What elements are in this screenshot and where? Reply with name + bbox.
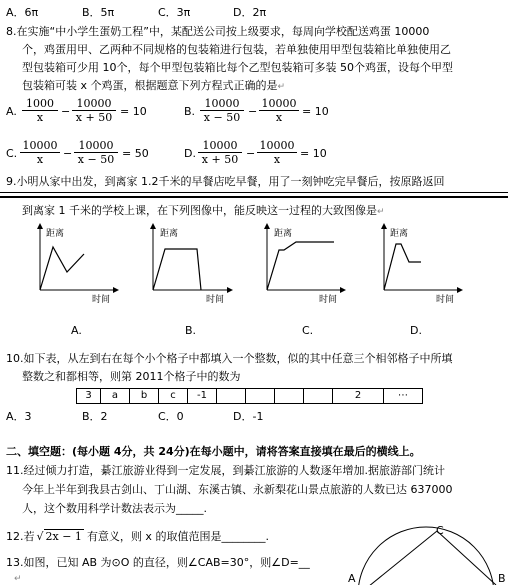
q10-cell: 3 [77,389,101,403]
q12-line: 12.若 √ 2x − 1 有意义，则 x 的取值范围是________. [6,530,269,543]
page-break-line [0,192,508,193]
q11-line-1: 11.经过倾力打造，綦江旅游业得到一定发展，到綦江旅游的人数逐年增加.据旅游部门统计 [6,464,445,477]
q13-line: 13.如图，已知 AB 为⊙O 的直径，则∠CAB=30°，则∠D=__ [6,556,310,569]
q10-cell: b [130,389,159,403]
q9-y-label-d: 距离 [390,229,409,239]
q9-y-label-a: 距离 [46,229,65,239]
q9-x-label-a: 时间 [92,295,111,305]
q9-x-label-d: 时间 [436,295,455,305]
q10-option-c: C．0 [158,410,184,423]
paragraph-mark: ↵ [14,574,22,584]
q10-option-d: D．-1 [233,410,264,423]
q8-line-3: 型包装箱可少用 10个，每个甲型包装箱比每个乙型包装箱可多装 50个鸡蛋，设每个甲型 [22,61,453,74]
q10-cell: c [159,389,188,403]
q9-line-2: 到离家 1 千米的学校上课，在下列图像中，能反映这一过程的大致图像是↵ [22,204,385,217]
q8-line-1: 8.在实施“中小学生蛋奶工程”中，某配送公司按上级要求，每周向学校配送鸡蛋 10000 [6,25,430,38]
q10-cell [304,389,333,403]
page-break-line-2 [0,196,508,198]
q10-table [76,388,423,404]
q10-cell [217,389,246,403]
q10-cell: ⋯ [384,389,423,403]
q10-line-1: 10.如下表，从左到右在每个小个格子中都填入一个整数，似的其中任意三个相邻格子中所填 [6,352,453,365]
q9-graph-label-b: B. [185,324,197,337]
q8-line-4: 包装箱可装 x 个鸡蛋，根据题意下列方程式正确的是↵ [22,79,286,92]
q13-circle-figure [348,525,508,585]
q9-graph-label-a: A. [71,324,82,337]
q10-cell: -1 [188,389,217,403]
section-2-title: 二、填空题：(每小题 4分，共 24分)在每小题中，请将答案直接填在最后的横线上。 [6,445,421,458]
q13-point-a: A [348,572,356,585]
q9-x-label-c: 时间 [319,295,338,305]
q9-line-1: 9.小明从家中出发，到离家 1.2千米的早餐店吃早餐，用了一刻钟吃完早餐后，按原路返回 [6,175,445,188]
q13-point-b: B [498,572,506,585]
sqrt-radical: √ [36,530,44,543]
q9-y-label-c: 距离 [274,229,293,239]
q9-x-label-b: 时间 [206,295,225,305]
q13-point-c: C [436,524,444,537]
q9-graph-label-c: C. [302,324,314,337]
q8-line-2: 个，鸡蛋用甲、乙两种不同规格的包装箱进行包装，若单独使用甲型包装箱比单独使用乙 [22,43,451,56]
q7-option-d: D．2π [233,6,267,19]
q11-line-2: 今年上半年到我县古剑山、丁山湖、东溪古镇、永新梨花山景点旅游的人数已达 637000 [22,483,453,496]
q9-y-label-b: 距离 [160,229,179,239]
q10-option-a: A．3 [6,410,32,423]
q10-cell [246,389,275,403]
q7-option-b: B．5π [82,6,115,19]
q11-line-3: 人，这个数用科学计数法表示为_____. [22,502,207,515]
q10-option-b: B．2 [82,410,108,423]
q10-cell: 2 [333,389,384,403]
q9-graph-label-d: D. [410,324,422,337]
q10-line-2: 整数之和都相等，则第 2011个格子中的数为 [22,370,241,383]
q7-option-a: A．6π [6,6,39,19]
q7-option-c: C．3π [158,6,191,19]
q10-cell: a [101,389,130,403]
q10-cell [275,389,304,403]
